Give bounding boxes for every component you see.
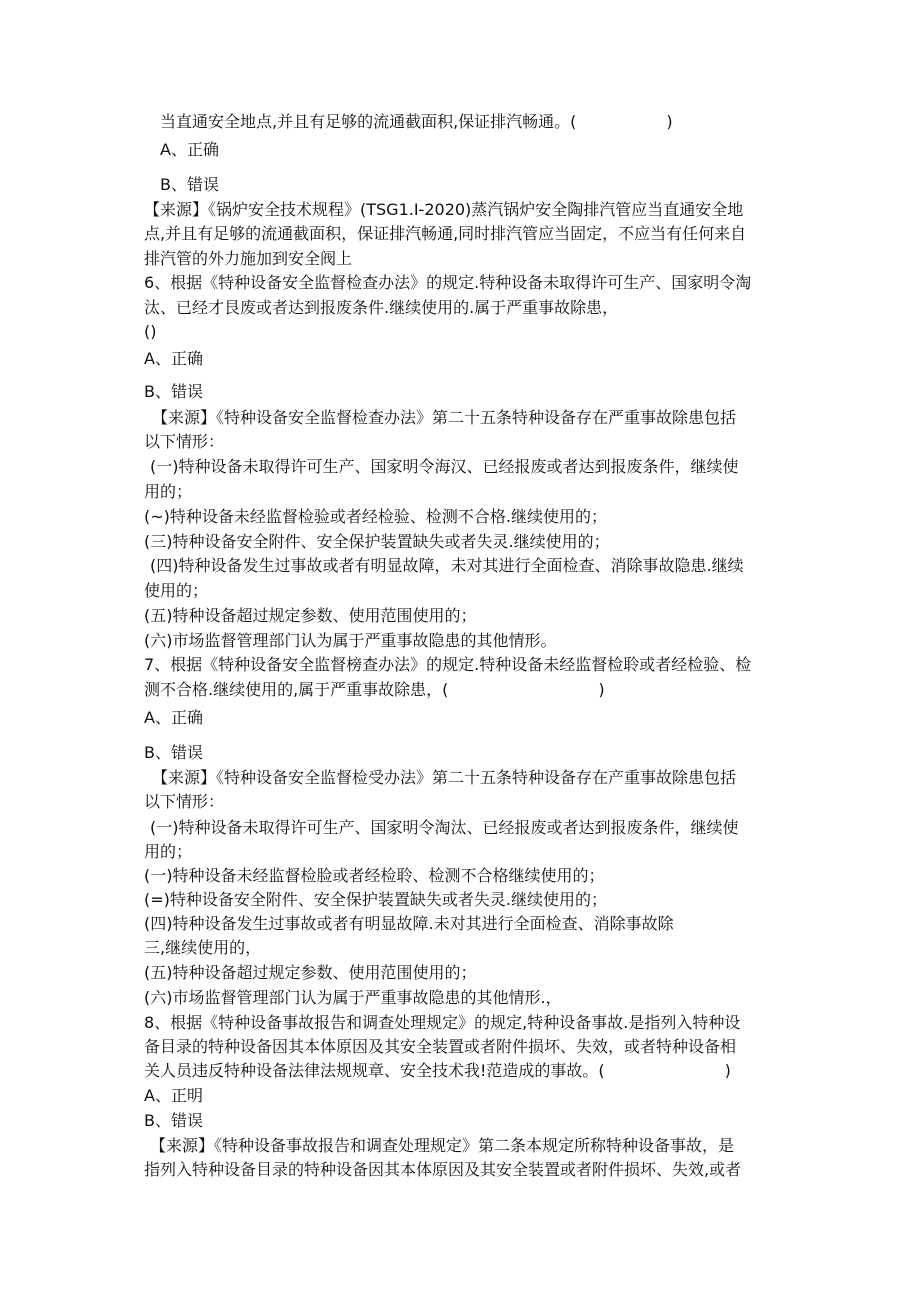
list-item: (一)特种设备未经监督检脸或者经检聆、检测不合格继续使用的； bbox=[144, 866, 605, 885]
list-item: (六)市场监督管理部门认为属于严重事故隐患的其他情形.， bbox=[144, 988, 562, 1007]
list-item: (一)特种设备未取得许可生产、国家明令海汉、已经报废或者达到报废条件，继续使 bbox=[150, 457, 739, 476]
option-b: B、错误 bbox=[160, 175, 219, 194]
source-line: 【来源】《锅炉安全技术规程》(TSG1.I-2020)蒸汽锅炉安全陶排汽管应当直通安全地 bbox=[144, 200, 744, 219]
list-item: 用的； bbox=[144, 482, 193, 501]
question-line: 6、根据《特种设备安全监督检查办法》的规定.特种设备未取得许可生产、国家明令淘 bbox=[144, 273, 752, 292]
list-item: 使用的； bbox=[144, 581, 209, 600]
list-item: (一)特种设备未取得许可生产、国家明令淘汰、已经报废或者达到报废条件，继续使 bbox=[150, 818, 739, 837]
source-line: 【来源】《特种设备安全监督检查办法》第二十五条特种设备存在严重事故除患包括 bbox=[152, 408, 737, 427]
option-a: A、正确 bbox=[144, 708, 203, 727]
list-item: (=)特种设备安全附件、安全保护装置缺失或者失灵.继续使用的； bbox=[144, 890, 607, 909]
source-line: 以下情形： bbox=[144, 792, 225, 811]
answer-blank: () bbox=[144, 322, 157, 341]
text-line bbox=[144, 679, 804, 701]
list-item: 用的； bbox=[144, 842, 193, 861]
source-line: 点,并且有足够的流通截面积，保证排汽畅通,同时排汽管应当固定，不应当有任何来自 bbox=[144, 224, 747, 243]
question-line: 汰、已经才艮废或者达到报废条件.继续使用的.属于严重事故除患， bbox=[144, 298, 619, 317]
source-line: 排汽管的外力施加到安全阀上 bbox=[144, 249, 353, 268]
text-line bbox=[160, 111, 820, 133]
option-a: A、正确 bbox=[144, 349, 203, 368]
option-b: B、错误 bbox=[144, 382, 203, 401]
option-b: B、错误 bbox=[144, 743, 203, 762]
text-fragment: 测不合格.继续使用的,属于严重事故除患，( bbox=[144, 680, 449, 699]
text-fragment: ) bbox=[666, 112, 673, 131]
list-item: (五)特种设备超过规定参数、使用范围使用的； bbox=[144, 606, 477, 625]
text-line bbox=[144, 1060, 804, 1082]
list-item: (~)特种设备未经监督检验或者经检验、检测不合格.继续使用的； bbox=[144, 507, 607, 526]
list-item: (四)特种设备发生过事故或者有明显故障.未对其进行全面检查、消除事故除 bbox=[144, 914, 674, 933]
option-b: B、错误 bbox=[144, 1111, 203, 1130]
question-line: 8、根据《特种设备事故报告和调查处理规定》的规定,特种设备事故.是指列入特种设 bbox=[144, 1013, 741, 1032]
source-line: 【来源】《特种设备事故报告和调查处理规定》第二条本规定所称特种设备事故，是 bbox=[150, 1136, 735, 1155]
list-item: (六)市场监督管理部门认为属于严重事故隐患的其他情形。 bbox=[144, 631, 557, 650]
question-line: 备目录的特种设备因其本体原因及其安全装置或者附件损坏、失效，或者特种设备相 bbox=[144, 1037, 737, 1056]
source-line: 指列入特种设备目录的特种设备因其本体原因及其安全装置或者附件损坏、失效,或者 bbox=[144, 1160, 742, 1179]
list-item: 三,继续使用的， bbox=[144, 938, 262, 957]
text-fragment: 关人员违反特种设备法律法规规章、安全技术我!范造成的事故。( bbox=[144, 1061, 605, 1080]
source-line: 【来源】《特种设备安全监督检受办法》第二十五条特种设备存在产重事故除患包括 bbox=[152, 768, 737, 787]
option-a: A、正明 bbox=[144, 1086, 203, 1105]
list-item: (五)特种设备超过规定参数、使用范围使用的； bbox=[144, 963, 477, 982]
list-item: (三)特种设备安全附件、安全保护装置缺失或者失灵.继续使用的； bbox=[144, 532, 610, 551]
list-item: (四)特种设备发生过事故或者有明显故障，未对其进行全面检查、消除事故隐患.继续 bbox=[150, 556, 744, 575]
question-line: 7、根据《特种设备安全监督榜查办法》的规定.特种设备未经监督检聆或者经检验、检 bbox=[144, 655, 752, 674]
text-fragment: ) bbox=[598, 680, 605, 699]
text-fragment: 当直通安全地点,并且有足够的流通截面积,保证排汽畅通。( bbox=[160, 112, 577, 131]
option-a: A、正确 bbox=[160, 140, 219, 159]
text-fragment: ) bbox=[724, 1061, 731, 1080]
source-line: 以下情形： bbox=[144, 432, 225, 451]
